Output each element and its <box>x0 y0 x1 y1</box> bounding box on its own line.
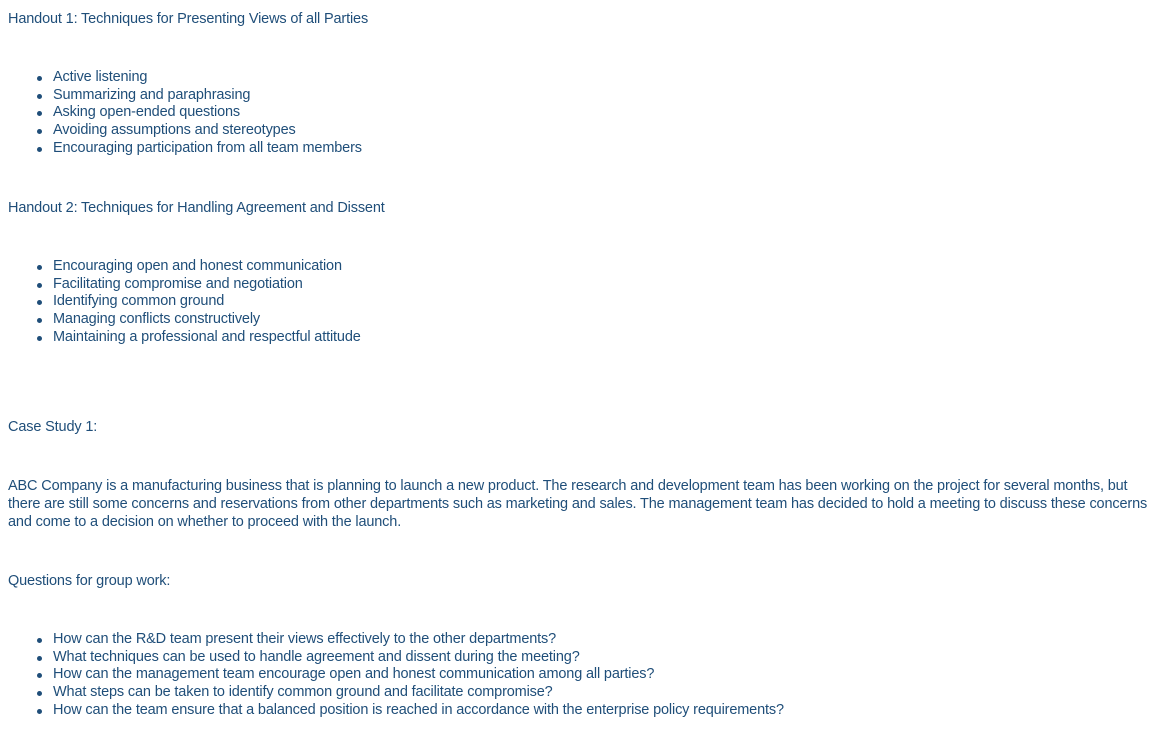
list-item: What techniques can be used to handle agreement and dissent during the meeting? <box>8 649 784 667</box>
list-item: How can the team ensure that a balanced position is reached in accordance with the enterprise policy requirements? <box>8 702 784 720</box>
list-item: Managing conflicts constructively <box>8 311 361 329</box>
case-study-body: ABC Company is a manufacturing business that is planning to launch a new product. The research and development team has been working on the project for several months, but there are still some concerns and reservations from other departments such as marketing and sales. The management team has decided to hold a meeting to discuss these concerns and come to a decision on whether to proceed with the launch. <box>8 478 1148 530</box>
list-item: Active listening <box>8 69 362 87</box>
list-item: Avoiding assumptions and stereotypes <box>8 122 362 140</box>
questions-list <box>8 631 784 720</box>
list-item: Maintaining a professional and respectful attitude <box>8 329 361 347</box>
list-item: Summarizing and paraphrasing <box>8 87 362 105</box>
list-item: How can the R&D team present their views effectively to the other departments? <box>8 631 784 649</box>
handout1-title: Handout 1: Techniques for Presenting Views of all Parties <box>8 11 369 27</box>
list-item: How can the management team encourage open and honest communication among all parties? <box>8 666 784 684</box>
list-item: Encouraging participation from all team members <box>8 140 362 158</box>
list-item: Facilitating compromise and negotiation <box>8 276 361 294</box>
handout2-list <box>8 258 361 347</box>
list-item: What steps can be taken to identify common ground and facilitate compromise? <box>8 684 784 702</box>
list-item: Identifying common ground <box>8 293 361 311</box>
case-study-title: Case Study 1: <box>8 419 98 435</box>
list-item: Encouraging open and honest communication <box>8 258 361 276</box>
list-item: Asking open-ended questions <box>8 104 362 122</box>
handout1-list <box>8 69 362 158</box>
questions-title: Questions for group work: <box>8 573 171 589</box>
handout2-title: Handout 2: Techniques for Handling Agreement and Dissent <box>8 200 385 216</box>
